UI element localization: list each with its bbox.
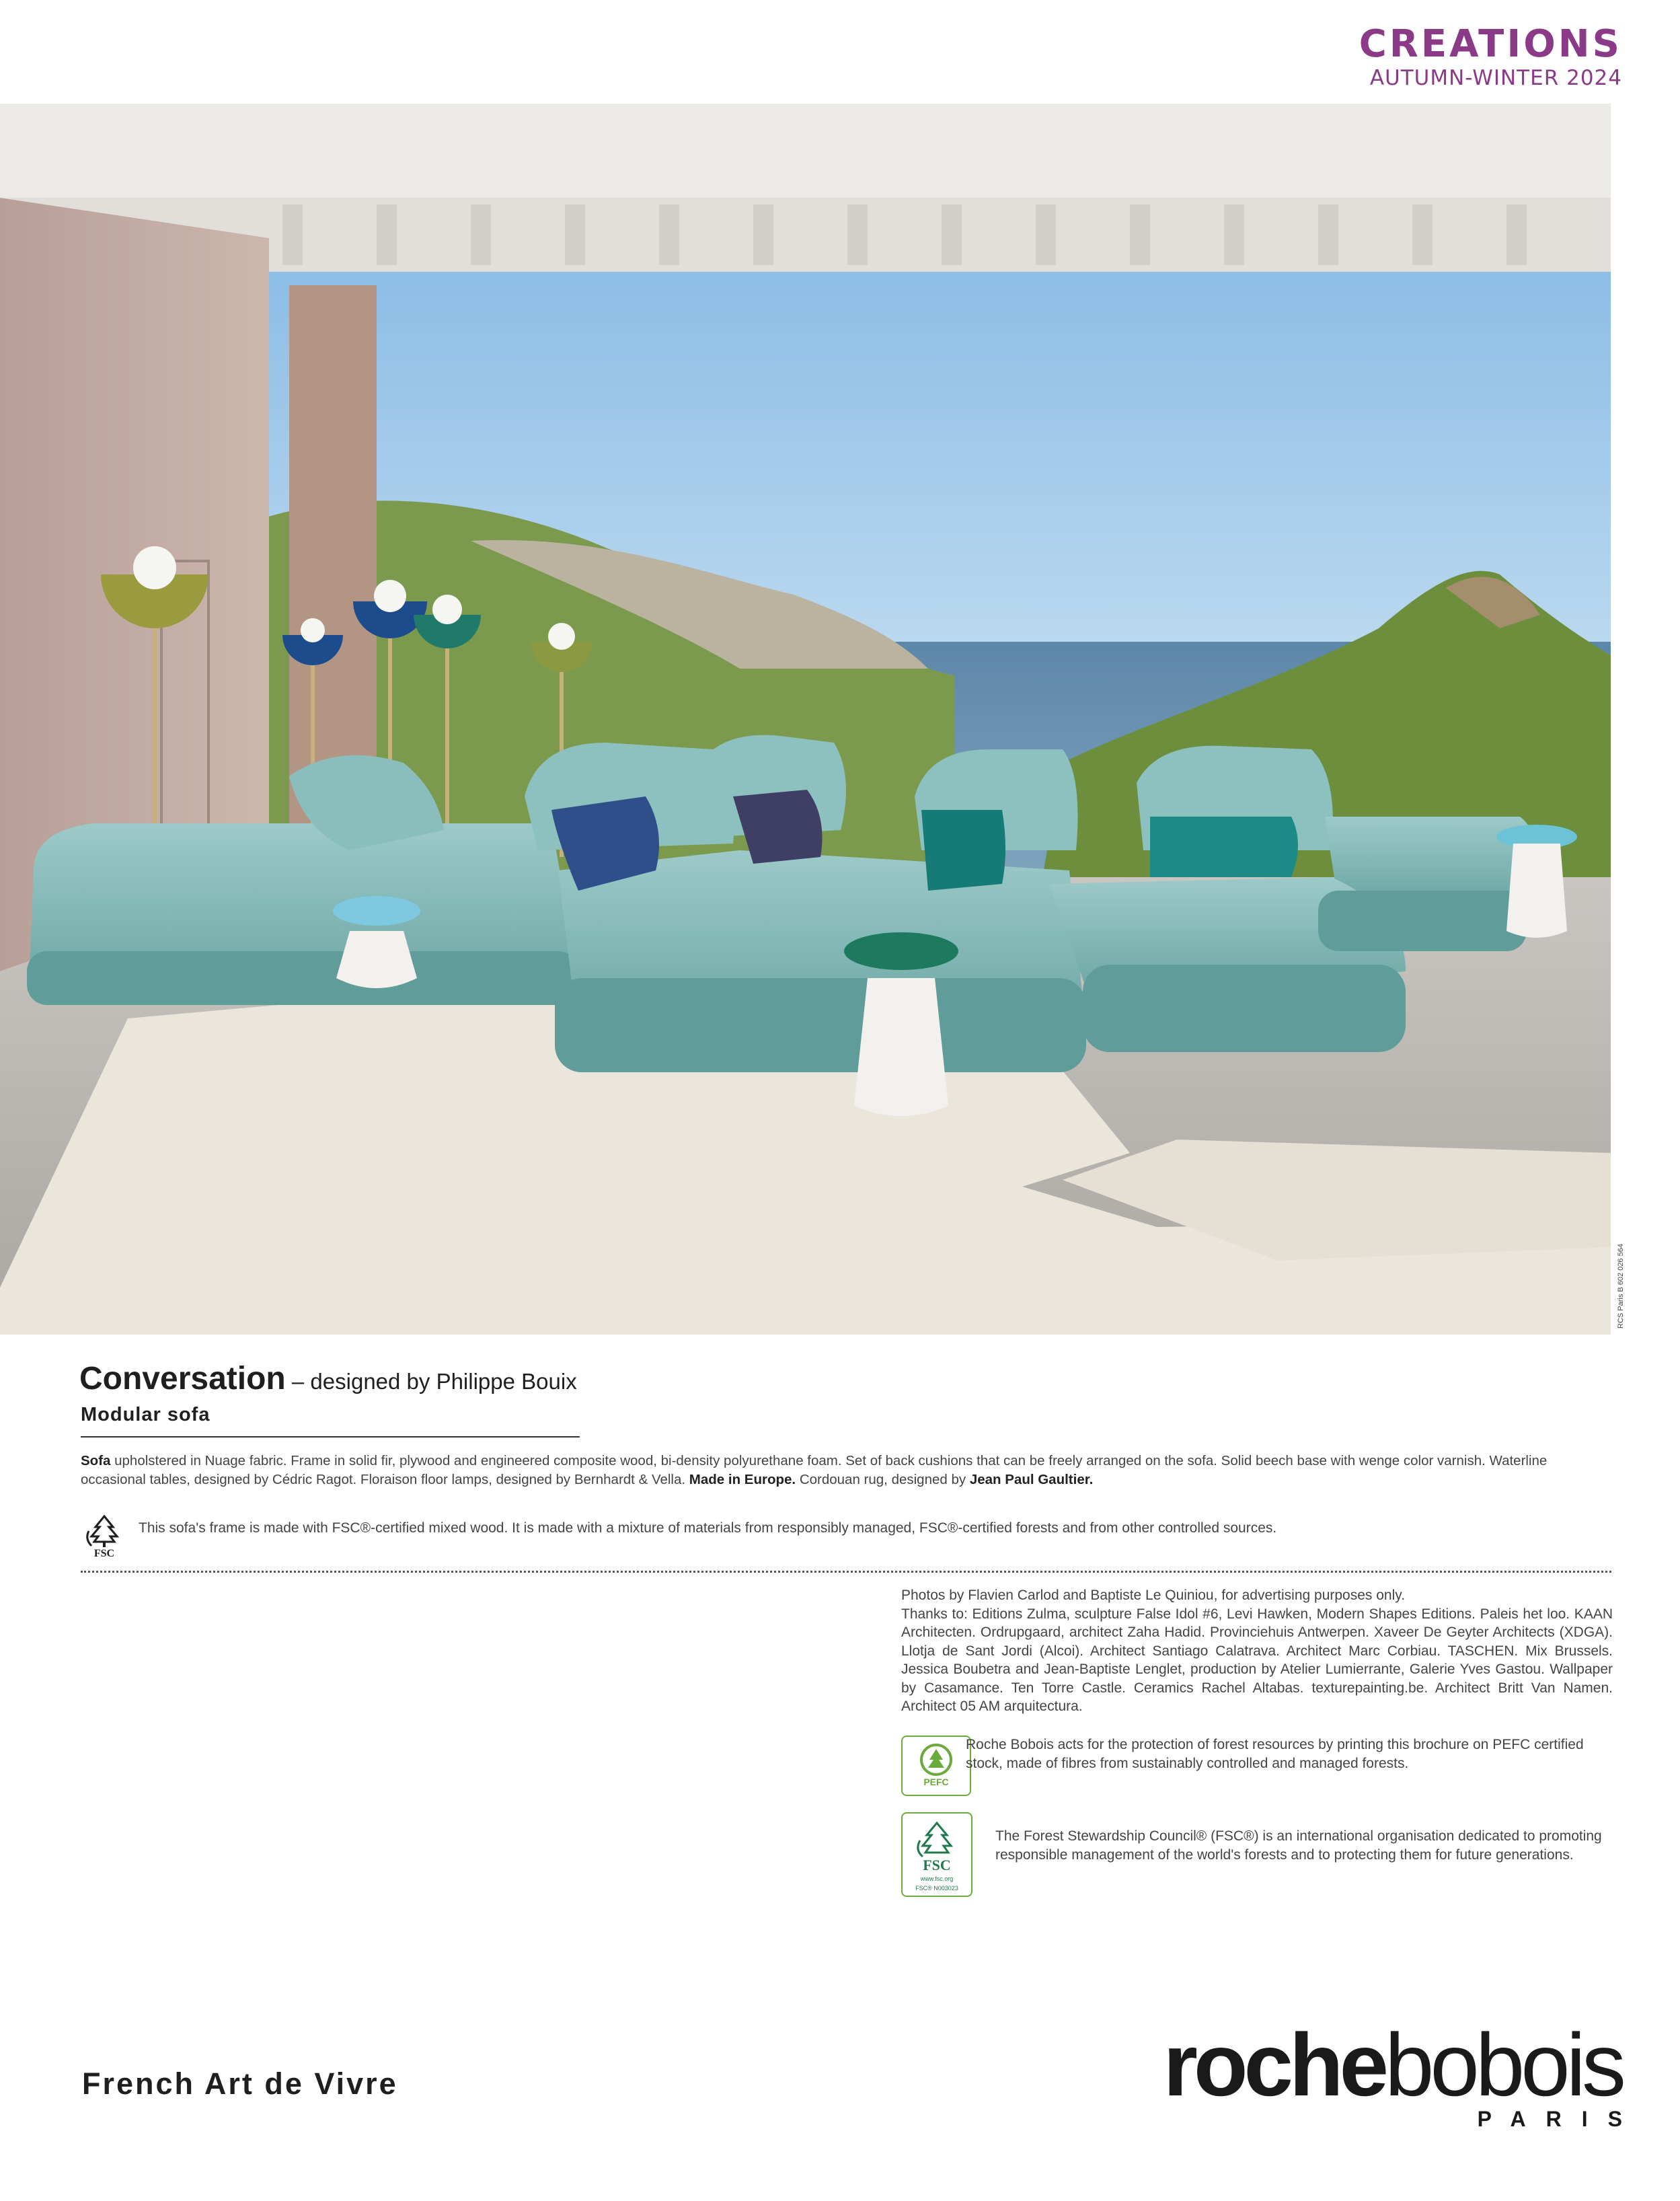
product-name: Conversation [79, 1361, 286, 1396]
fsc-product-note [81, 1512, 1607, 1559]
pefc-certification [901, 1736, 1613, 1796]
brand-name-bold: roche [1163, 2015, 1385, 2114]
fsc-logo-text: FSC [923, 1857, 951, 1873]
fsc-product-text: This sofa's frame is made with FSC®-certified mixed wood. It is made with a mixture of materials from responsibly managed, FSC®-certified forests and from other controlled sources. [139, 1520, 1277, 1536]
fsc-code-text: FSC® N003023 [915, 1885, 958, 1892]
photo-credits [901, 1586, 1613, 1716]
photo-credit-line: Photos by Flavien Carlod and Baptiste Le Quiniou, for advertising purposes only. [901, 1588, 1406, 1603]
brand-city: PARIS [1477, 2107, 1642, 2131]
pefc-text: Roche Bobois acts for the protection of forest resources by printing this brochure on PEFC certified stock, made of fibres from sustainably controlled and managed forests. [966, 1737, 1584, 1771]
rcs-number: RCS Paris B 602 026 564 [1617, 1244, 1625, 1329]
product-title [79, 1360, 577, 1397]
brand-tagline: French Art de Vivre [82, 2066, 398, 2101]
collection-season: AUTUMN-WINTER 2024 [1369, 66, 1622, 90]
living-room-illustration [0, 104, 1611, 1335]
description-text-2: Cordouan rug, designed by [796, 1472, 970, 1487]
product-description [81, 1452, 1614, 1489]
hero-photo [0, 104, 1611, 1335]
brand-logo [1163, 2015, 1642, 2132]
fsc-site-text: www.fsc.org [920, 1875, 954, 1882]
collection-title: CREATIONS [1359, 22, 1622, 66]
brand-wordmark [1163, 2015, 1622, 2114]
pefc-logo-text: PEFC [923, 1777, 949, 1787]
thanks-text: Thanks to: Editions Zulma, sculpture False Idol #6, Levi Hawken, Modern Shapes Editions. Paleis het loo. KAAN Architecten. Ordrupgaard, architect Zaha Hadid. Provinciehuis Antwerpen. Xaveer De Geyter Architects (XDGA). Llotja de Sant Jordi (Alcoi). Architect Santiago Calatrava. Architect Marc Corbiau. TASCHEN. Mix Brussels. Jessica Boubetra and Jean-Baptiste Lenglet, production by Atelier Lumierrante, Galerie Yves Gastou. Wallpaper by Casamance. Ten Torre Castle. Ceramics Rachel Altabas. texturepainting.be. Architect Britt Van Namen. Architect 05 AM arquitectura. [901, 1606, 1613, 1714]
legal-side-credit [1617, 1234, 1633, 1335]
rug-designer: Jean Paul Gaultier. [969, 1472, 1094, 1487]
description-lead: Sofa [81, 1453, 111, 1468]
dotted-separator [81, 1571, 1611, 1573]
title-divider [81, 1436, 580, 1438]
svg-text:FSC: FSC [93, 1548, 115, 1559]
fsc-logo-icon [901, 1812, 972, 1897]
fsc-certification [901, 1812, 1613, 1897]
fsc-text: The Forest Stewardship Council® (FSC®) is an international organisation dedicated to promoting responsible management of the world's forests and to protecting them for future generations. [995, 1828, 1602, 1863]
product-designer: – designed by Philippe Bouix [285, 1369, 577, 1394]
pefc-logo-icon [901, 1736, 971, 1796]
collection-header [1359, 23, 1622, 90]
brand-name-light: bobois [1385, 2015, 1622, 2114]
fsc-tree-icon [81, 1512, 128, 1559]
made-in-label: Made in Europe. [689, 1472, 796, 1487]
description-text-1: upholstered in Nuage fabric. Frame in solid fir, plywood and engineered composite wood, bi-density polyurethane foam. Set of back cushions that can be freely arranged on the sofa. Solid beech base with wenge color varnish. Waterline occasional tables, designed by Cédric Ragot. Floraison floor lamps, designed by Bernhardt & Vella. [81, 1453, 1548, 1487]
product-subtitle: Modular sofa [81, 1404, 211, 1425]
